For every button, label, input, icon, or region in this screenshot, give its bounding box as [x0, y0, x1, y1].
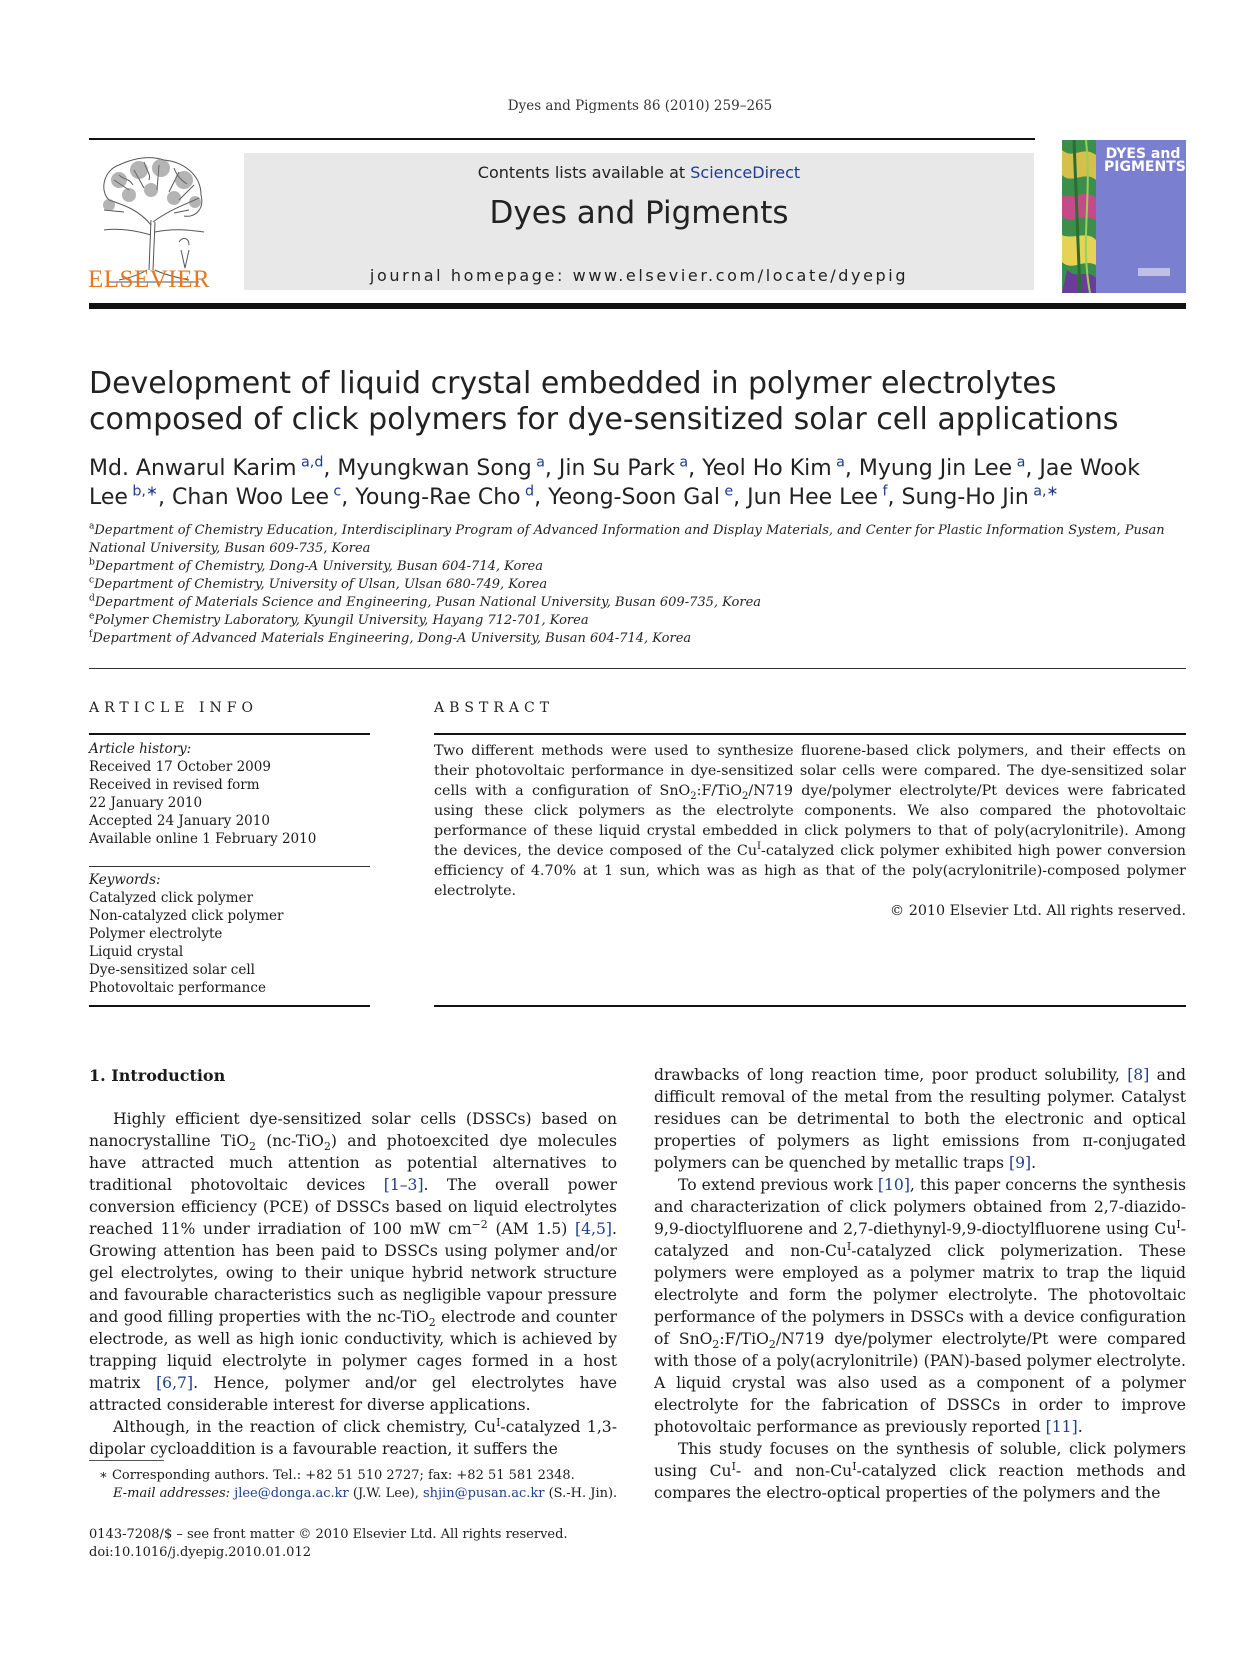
reference-link[interactable]: [10] [877, 1176, 910, 1194]
cover-title: DYES and PIGMENTS [1104, 146, 1186, 175]
keyword-item: Photovoltaic performance [89, 980, 266, 996]
author-affiliation-marker[interactable]: a [536, 454, 545, 471]
sciencedirect-link[interactable]: ScienceDirect [690, 163, 801, 182]
journal-homepage[interactable]: journal homepage: www.elsevier.com/locate/dyepig [369, 266, 909, 285]
section-heading-introduction: 1. Introduction [89, 1066, 226, 1085]
author-affiliation-marker[interactable]: a [1016, 454, 1026, 471]
corresponding-author-footnote [89, 1467, 649, 1503]
author-name[interactable]: Myungkwan Song [337, 456, 532, 481]
author-affiliation-marker[interactable]: c [333, 483, 342, 500]
author-name[interactable]: Yeol Ho Kim [702, 456, 832, 481]
author-name[interactable]: Jun Hee Lee [747, 485, 879, 510]
abstract-copyright: © 2010 Elsevier Ltd. All rights reserved. [889, 903, 1186, 919]
author-affiliation-marker[interactable]: a,d [301, 454, 324, 471]
affiliation-divider [89, 668, 1186, 669]
body-paragraph: Although, in the reaction of click chemistry, $Cu^I$-catalyzed 1,3-dipolar cycloaddition is a favourable reaction, it suffers the [89, 1415, 617, 1458]
article-history [89, 740, 370, 848]
body-paragraph: To extend previous work [10], this paper concerns the synthesis and characterization of click polymers obtained from 2,7-diazido-9,9-dioctylfluorene and 2,7-diethynyl-9,9-dioctylfluorene using $Cu^I$-catalyzed and non-$Cu^I$-catalyzed click polymerization. These polymers were employed as a polymer matrix to trap the liquid electrolyte and form the polymer electrolyte. The photovoltaic performance of the polymers in DSSCs with a device configuration of SnO$_2$:F/TiO$_2$/N719 dye/polymer electrolyte/Pt were compared with those of a poly(acrylonitrile) (PAN)-based polymer electrolyte. A liquid crystal was also used as a component of a polymer electrolyte for the fabrication of DSSCs in order to improve photovoltaic performance as previously reported [11]. [654, 1176, 1186, 1436]
header-top-rule [89, 138, 1035, 140]
body-column-right [654, 1064, 1186, 1504]
footnote-corresponding: ∗ Corresponding authors. Tel.: +82 51 510 2727; fax: +82 51 581 2348. [99, 1468, 575, 1483]
author-name[interactable]: Young-Rae Cho [355, 485, 521, 510]
author-name[interactable]: Chan Woo Lee [171, 485, 330, 510]
history-item: Received 17 October 2009 [89, 759, 271, 775]
author-list: Md. Anwarul Karim $^{a,d}$, Myungkwan Song $^a$, Jin Su Park $^a$, Yeol Ho Kim $^a$, Myung Jin Lee $^a$, Jae Wook Lee $^{b,∗}$, Chan Woo Lee $^c$, Young-Rae Cho $^d$, Yeong-Soon Gal $^e$, Jun Hee Lee $^f$, Sung-Ho Jin $^{a,∗}$ [89, 454, 1140, 510]
history-label: Article history: [89, 741, 192, 757]
journal-title: Dyes and Pigments [489, 195, 789, 231]
info-rule [89, 733, 370, 735]
reference-link[interactable]: [4,5] [575, 1220, 613, 1238]
affiliation-item: $^e$Polymer Chemistry Laboratory, Kyungil University, Hayang 712-701, Korea [89, 611, 589, 628]
reference-link[interactable]: [9] [1008, 1154, 1032, 1172]
reference-link[interactable]: [1–3] [383, 1176, 424, 1194]
front-matter-line: 0143-7208/$ – see front matter © 2010 Elsevier Ltd. All rights reserved. [89, 1527, 568, 1542]
body-column-left [89, 1108, 617, 1460]
keyword-list [89, 871, 370, 997]
author-name[interactable]: Jin Su Park [558, 456, 675, 481]
keyword-item: Polymer electrolyte [89, 926, 223, 942]
author-name[interactable]: Sung-Ho Jin [901, 485, 1029, 510]
abstract-paragraph: Two different methods were used to synthesize fluorene-based click polymers, and their effects on their photovoltaic performance in dye-sensitized solar cells were compared. The dye-sensitized solar cells with a configuration of SnO$_2$:F/TiO$_2$/N719 dye/polymer electrolyte/Pt devices were fabricated using these click polymers as the electrolyte components. We also compared the photovoltaic performance of these liquid crystal embedded in click polymers to that of poly(acrylonitrile). Among the devices, the device composed of the $Cu^I$-catalyzed click polymer exhibited high power conversion efficiency of 4.70% at 1 sun, which was as high as that of the poly(acrylonitrile)-composed polymer electrolyte. [434, 743, 1186, 899]
reference-link[interactable]: [6,7] [156, 1374, 194, 1392]
doi-line[interactable]: doi:10.1016/j.dyepig.2010.01.012 [89, 1545, 311, 1560]
affiliation-item: $^d$Department of Materials Science and Engineering, Pusan National University, Busan 609-735, Korea [89, 593, 762, 610]
affiliation-item: $^f$Department of Advanced Materials Engineering, Dong-A University, Busan 604-714, Korea [89, 629, 692, 646]
elsevier-wordmark: ELSEVIER [88, 266, 211, 293]
affiliation-item: $^c$Department of Chemistry, University of Ulsan, Ulsan 680-749, Korea [89, 575, 548, 592]
abstract-bottom-rule [434, 1005, 1186, 1007]
abstract-rule [434, 733, 1186, 735]
journal-citation: Dyes and Pigments 86 (2010) 259–265 [507, 98, 773, 114]
author-affiliation-marker[interactable]: d [525, 483, 535, 500]
keyword-item: Non-catalyzed click polymer [89, 908, 284, 924]
author-name[interactable]: Myung Jin Lee [858, 456, 1013, 481]
author-name[interactable]: Md. Anwarul Karim [89, 456, 297, 481]
info-divider [89, 866, 370, 867]
author-affiliation-marker[interactable]: a [679, 454, 689, 471]
abstract-text [434, 741, 1186, 921]
reference-link[interactable]: [8] [1127, 1066, 1150, 1084]
author-affiliation-marker[interactable]: f [882, 483, 888, 500]
affiliation-item: $^b$Department of Chemistry, Dong-A University, Busan 604-714, Korea [89, 557, 543, 574]
author-affiliation-marker[interactable]: b,∗ [132, 483, 158, 500]
keywords-label: Keywords: [89, 872, 161, 888]
header-bottom-rule [89, 303, 1186, 309]
contents-line: Contents lists available at ScienceDirect [477, 163, 801, 182]
body-paragraph: Highly efficient dye-sensitized solar cells (DSSCs) based on nanocrystalline TiO$_2$ (nc-TiO$_2$) and photoexcited dye molecules have attracted much attention as potential alternatives to traditional photovoltaic devices [1–3]. The overall power conversion efficiency (PCE) of DSSCs based on liquid electrolytes reached 11% under irradiation of 100 mW $cm^{-2}$ (AM 1.5) [4,5]. Growing attention has been paid to DSSCs using polymer and/or gel electrolytes, owing to their unique hybrid network structure and favourable characteristics such as negligible vapour pressure and good filling properties with the nc-TiO$_2$ electrode and counter electrode, as well as high ionic conductivity, which is achieved by trapping liquid electrolyte in polymer cages formed in a host matrix [6,7]. Hence, polymer and/or gel electrolytes have attracted considerable interest for diverse applications. [89, 1110, 618, 1414]
history-item: Received in revised form [89, 777, 260, 793]
author-affiliation-marker[interactable]: a [836, 454, 845, 471]
author-name[interactable]: Yeong-Soon Gal [548, 485, 720, 510]
footnote-rule [89, 1460, 164, 1461]
history-item: Accepted 24 January 2010 [89, 813, 270, 829]
keyword-item: Dye-sensitized solar cell [89, 962, 255, 978]
affiliation-list [89, 522, 1189, 648]
author-name[interactable]: Jae Wook Lee [89, 456, 1140, 510]
info-bottom-rule [89, 1005, 370, 1007]
abstract-heading: ABSTRACT [434, 700, 555, 716]
affiliation-item: $^a$Department of Chemistry Education, Interdisciplinary Program of Advanced Information and Display Materials, and Center for Plastic Information System, Pusan National University, Busan 609-735, Korea [89, 521, 1165, 556]
author-affiliation-marker[interactable]: e [724, 483, 734, 500]
author-affiliation-marker[interactable]: a,∗ [1033, 483, 1059, 500]
reference-link[interactable]: [11] [1045, 1418, 1078, 1436]
history-item: 22 January 2010 [89, 795, 203, 811]
journal-banner [244, 153, 1034, 290]
keyword-item: Liquid crystal [89, 944, 184, 960]
keyword-item: Catalyzed click polymer [89, 890, 254, 906]
article-title: Development of liquid crystal embedded in polymer electrolytes composed of click polymers for dye-sensitized solar cell applications [89, 366, 1119, 437]
history-item: Available online 1 February 2010 [89, 831, 317, 847]
front-matter-info [89, 1526, 649, 1562]
email-link[interactable]: shjin@pusan.ac.kr [422, 1486, 545, 1501]
email-link[interactable]: jlee@donga.ac.kr [234, 1486, 349, 1501]
body-paragraph: drawbacks of long reaction time, poor product solubility, [8] and difficult removal of the metal from the resulting polymer. Catalyst residues can be detrimental to both the electronic and optical properties of polymers as light emissions from π-conjugated polymers can be quenched by metallic traps [9]. [654, 1066, 1187, 1172]
footnote-emails: E-mail addresses: jlee@donga.ac.kr (J.W. Lee), shjin@pusan.ac.kr (S.-H. Jin). [113, 1486, 618, 1501]
body-paragraph: This study focuses on the synthesis of soluble, click polymers using $Cu^I-$ and non-$Cu^I$-catalyzed click reaction methods and compares the electro-optical properties of the polymers and the [654, 1440, 1186, 1502]
article-info-heading: ARTICLE INFO [89, 700, 258, 716]
